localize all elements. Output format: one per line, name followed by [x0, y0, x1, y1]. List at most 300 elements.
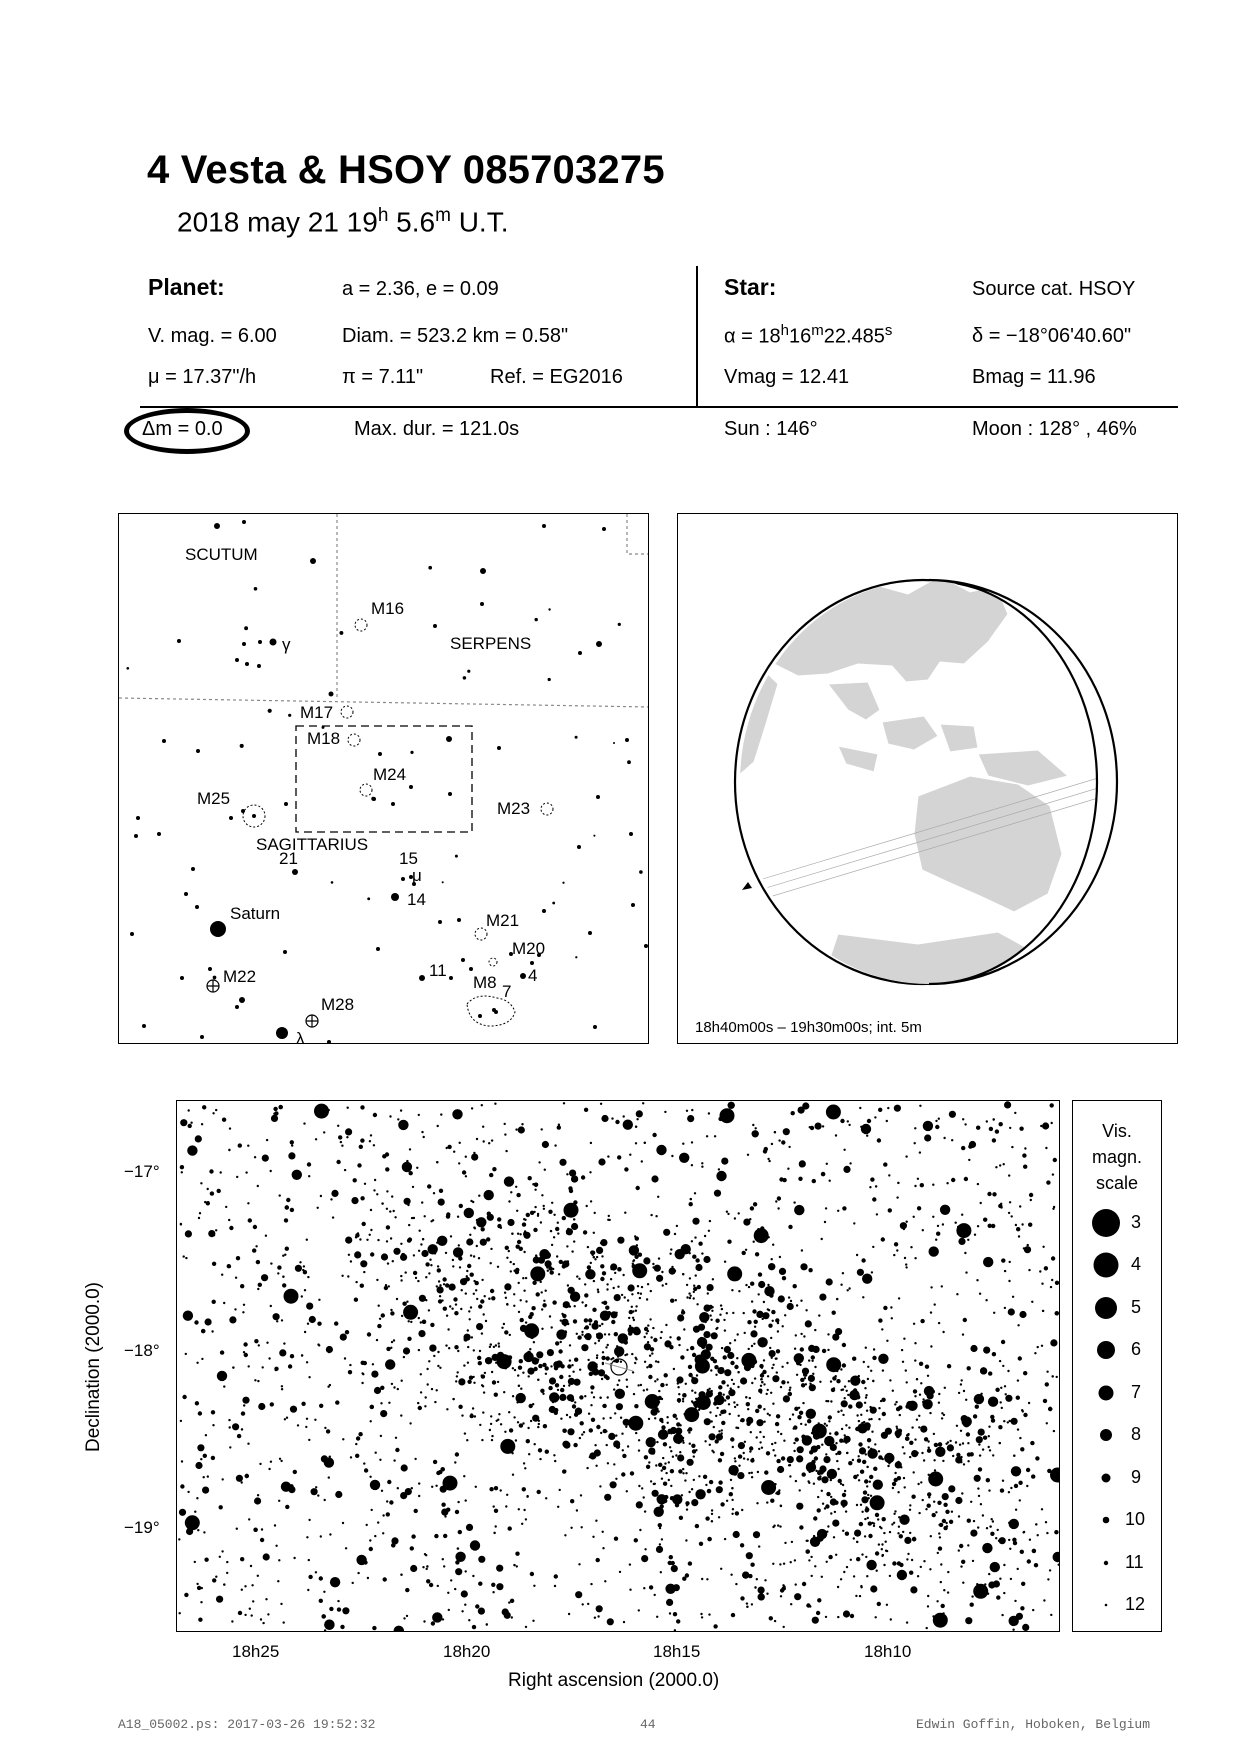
field-star	[602, 1404, 606, 1408]
field-star	[993, 1312, 995, 1314]
field-star	[806, 1540, 808, 1542]
finder-star	[409, 785, 413, 789]
field-star	[434, 1401, 436, 1403]
field-star	[418, 1482, 420, 1484]
field-star	[813, 1516, 817, 1520]
field-star	[241, 1481, 243, 1483]
label-star-15: 15	[399, 849, 418, 868]
field-star	[1003, 1163, 1005, 1165]
field-star	[982, 1448, 984, 1450]
field-star	[439, 1367, 441, 1369]
field-star	[919, 1151, 921, 1153]
field-star	[988, 1397, 998, 1407]
field-star	[470, 1273, 474, 1277]
field-star	[927, 1492, 931, 1496]
field-star	[385, 1167, 389, 1171]
field-star	[771, 1367, 773, 1369]
field-star	[842, 1206, 846, 1210]
field-star	[326, 1429, 330, 1433]
field-star	[647, 1341, 649, 1343]
field-star	[562, 1314, 566, 1318]
field-star	[352, 1582, 354, 1584]
field-star	[935, 1120, 937, 1122]
field-star	[865, 1396, 867, 1398]
field-star	[691, 1164, 693, 1166]
field-star	[894, 1478, 898, 1482]
field-star	[523, 1231, 527, 1235]
field-star	[760, 1385, 762, 1387]
field-star	[397, 1487, 399, 1489]
field-star	[990, 1532, 994, 1536]
field-star	[691, 1240, 693, 1242]
field-star	[390, 1237, 392, 1239]
field-star	[770, 1337, 772, 1339]
field-star	[769, 1347, 771, 1349]
field-star	[324, 1427, 326, 1429]
field-star	[825, 1400, 827, 1402]
field-star	[1019, 1437, 1021, 1439]
field-star	[437, 1268, 441, 1272]
legend-dot-mag-10	[1103, 1517, 1110, 1524]
field-star	[741, 1509, 743, 1511]
field-star	[1020, 1550, 1024, 1554]
field-star	[559, 1394, 566, 1401]
field-star	[579, 1369, 581, 1371]
field-star	[483, 1313, 485, 1315]
field-star	[553, 1214, 555, 1216]
field-star	[400, 1275, 402, 1277]
field-star	[856, 1414, 858, 1416]
field-star	[874, 1116, 876, 1118]
field-star	[1041, 1345, 1043, 1347]
field-star	[886, 1604, 888, 1606]
field-star	[472, 1575, 474, 1577]
field-star	[385, 1284, 387, 1286]
field-star	[734, 1339, 736, 1341]
field-star	[1000, 1203, 1002, 1205]
field-star	[610, 1481, 617, 1488]
field-star	[469, 1318, 471, 1320]
field-star	[467, 1264, 471, 1268]
field-star	[905, 1437, 909, 1441]
field-star	[538, 1448, 542, 1452]
field-star	[437, 1365, 439, 1367]
field-star	[1053, 1158, 1057, 1162]
field-star	[673, 1414, 677, 1418]
field-star	[498, 1413, 500, 1415]
field-star	[965, 1399, 967, 1401]
field-star	[856, 1557, 860, 1561]
field-star	[569, 1344, 571, 1346]
field-star	[1034, 1352, 1036, 1354]
field-star	[236, 1176, 238, 1178]
finder-star	[455, 855, 458, 858]
field-star	[778, 1489, 780, 1491]
field-star	[373, 1144, 375, 1146]
field-star	[519, 1233, 521, 1235]
field-star	[914, 1395, 916, 1397]
field-star	[853, 1222, 855, 1224]
field-star	[830, 1444, 837, 1451]
field-star	[518, 1311, 520, 1313]
field-star	[212, 1262, 216, 1266]
field-star	[697, 1286, 699, 1288]
finder-star	[376, 947, 380, 951]
field-star	[960, 1383, 962, 1385]
field-star	[712, 1437, 714, 1439]
field-star	[557, 1506, 559, 1508]
field-star	[518, 1126, 525, 1133]
field-star	[963, 1318, 967, 1322]
field-star	[761, 1480, 776, 1495]
field-star	[951, 1178, 955, 1182]
field-star	[400, 1254, 407, 1261]
field-star	[318, 1299, 320, 1301]
field-star	[811, 1355, 815, 1359]
field-star	[682, 1442, 684, 1444]
field-star	[483, 1391, 485, 1393]
field-star	[873, 1497, 875, 1499]
field-star	[757, 1228, 759, 1230]
field-star	[332, 1216, 334, 1218]
field-star	[1003, 1592, 1005, 1594]
field-star	[244, 1585, 246, 1587]
field-star	[290, 1406, 297, 1413]
field-star	[285, 1247, 289, 1251]
field-star	[882, 1500, 884, 1502]
field-star	[753, 1531, 760, 1538]
field-star	[656, 1616, 658, 1618]
field-star	[393, 1248, 400, 1255]
field-star	[628, 1284, 635, 1291]
field-star	[837, 1468, 839, 1470]
field-star	[771, 1310, 775, 1314]
field-star	[330, 1577, 340, 1587]
field-star	[553, 1236, 555, 1238]
field-star	[517, 1421, 519, 1423]
field-star	[244, 1614, 246, 1616]
finder-star	[310, 558, 316, 564]
field-star	[649, 1355, 651, 1357]
field-star	[393, 1386, 395, 1388]
field-star	[581, 1334, 583, 1336]
field-star	[670, 1299, 674, 1303]
field-star	[864, 1422, 871, 1429]
field-star	[467, 1346, 469, 1348]
field-star	[1042, 1122, 1049, 1129]
field-star	[822, 1503, 824, 1505]
field-star	[911, 1559, 913, 1561]
field-star	[869, 1186, 871, 1188]
field-star	[764, 1470, 768, 1474]
field-star	[629, 1245, 639, 1255]
field-star	[1000, 1488, 1004, 1492]
field-star	[248, 1518, 250, 1520]
field-star	[654, 1417, 656, 1419]
field-star	[627, 1445, 629, 1447]
field-star	[935, 1511, 937, 1513]
field-star	[867, 1378, 869, 1380]
field-star	[669, 1253, 671, 1255]
field-star	[708, 1230, 710, 1232]
field-star	[844, 1490, 846, 1492]
field-star	[464, 1208, 474, 1218]
field-star	[584, 1327, 586, 1329]
field-star	[860, 1504, 862, 1506]
finder-star	[552, 902, 555, 905]
field-star	[531, 1306, 535, 1310]
field-star	[254, 1379, 256, 1381]
field-star	[443, 1307, 447, 1311]
m20-marker	[489, 958, 497, 966]
field-star	[695, 1449, 697, 1451]
field-star	[700, 1316, 707, 1323]
field-star	[761, 1447, 763, 1449]
field-star	[226, 1561, 228, 1563]
field-star	[400, 1574, 402, 1576]
field-star	[906, 1558, 908, 1560]
field-star	[711, 1450, 713, 1452]
field-star	[708, 1613, 710, 1615]
field-star	[445, 1283, 449, 1287]
field-star	[562, 1216, 566, 1220]
legend-mag-label: 4	[1131, 1254, 1142, 1274]
field-star	[809, 1384, 816, 1391]
field-star	[238, 1145, 240, 1147]
field-star	[522, 1422, 524, 1424]
field-star	[468, 1310, 470, 1312]
finder-star	[578, 651, 582, 655]
field-star	[452, 1398, 454, 1400]
field-star	[939, 1523, 943, 1527]
field-star	[794, 1353, 804, 1363]
field-star	[660, 1337, 662, 1339]
field-star	[1029, 1539, 1031, 1541]
field-star	[929, 1568, 931, 1570]
field-star	[241, 1411, 245, 1415]
field-star	[180, 1223, 182, 1225]
field-star	[828, 1555, 832, 1559]
field-star	[404, 1198, 411, 1205]
field-star	[906, 1381, 908, 1383]
field-star	[777, 1466, 784, 1473]
field-star	[443, 1534, 447, 1538]
field-star	[475, 1604, 479, 1608]
field-star	[592, 1323, 599, 1330]
field-star	[731, 1487, 733, 1489]
field-star	[896, 1428, 898, 1430]
finder-star	[480, 568, 486, 574]
field-star	[522, 1372, 524, 1374]
field-star	[721, 1380, 725, 1384]
field-star	[355, 1454, 359, 1458]
field-star	[219, 1505, 223, 1509]
field-star	[609, 1417, 611, 1419]
field-star	[987, 1593, 989, 1595]
field-star	[691, 1499, 698, 1506]
field-star	[476, 1323, 483, 1330]
field-star	[651, 1352, 653, 1354]
field-star	[490, 1415, 492, 1417]
field-star	[790, 1603, 792, 1605]
field-star	[526, 1213, 530, 1217]
field-star	[307, 1589, 309, 1591]
field-star	[450, 1235, 452, 1237]
label-gamma: γ	[282, 635, 291, 654]
field-star	[800, 1300, 802, 1302]
field-star	[878, 1318, 882, 1322]
field-star	[541, 1128, 543, 1130]
field-star	[677, 1382, 679, 1384]
field-star	[693, 1285, 695, 1287]
field-star	[901, 1349, 903, 1351]
field-star	[406, 1301, 408, 1303]
field-star	[495, 1344, 497, 1346]
field-star	[826, 1278, 833, 1285]
field-star	[400, 1492, 407, 1499]
field-star	[425, 1262, 429, 1266]
field-star	[1018, 1235, 1020, 1237]
field-star	[309, 1316, 316, 1323]
field-star	[484, 1372, 486, 1374]
field-star	[564, 1203, 579, 1218]
field-star	[538, 1364, 542, 1368]
field-star	[410, 1565, 417, 1572]
field-star	[788, 1225, 792, 1229]
field-star	[250, 1565, 252, 1567]
field-star	[440, 1113, 442, 1115]
x-tick-label: 18h10	[864, 1642, 912, 1661]
field-star	[656, 1546, 663, 1553]
field-star	[212, 1300, 216, 1304]
field-star	[826, 1357, 841, 1372]
legend-dot-mag-12	[1105, 1604, 1108, 1607]
field-star	[517, 1374, 519, 1376]
finder-star	[625, 738, 629, 742]
field-star	[1052, 1208, 1054, 1210]
field-star	[780, 1505, 782, 1507]
field-star	[829, 1180, 831, 1182]
field-star	[391, 1341, 393, 1343]
field-star	[308, 1376, 310, 1378]
field-star	[671, 1561, 675, 1565]
field-star	[826, 1561, 828, 1563]
field-star	[187, 1491, 189, 1493]
field-star	[1019, 1127, 1023, 1131]
field-star	[684, 1413, 686, 1415]
field-star	[711, 1310, 713, 1312]
field-star	[271, 1115, 278, 1122]
field-star	[870, 1585, 877, 1592]
field-star	[947, 1444, 954, 1451]
field-star	[911, 1426, 913, 1428]
field-star	[390, 1311, 394, 1315]
field-star	[890, 1306, 892, 1308]
field-star	[243, 1304, 245, 1306]
field-star	[695, 1489, 705, 1499]
field-star	[551, 1202, 553, 1204]
field-star	[661, 1538, 663, 1540]
field-star	[241, 1428, 243, 1430]
field-star	[874, 1443, 876, 1445]
field-star	[875, 1185, 877, 1187]
field-star	[806, 1409, 816, 1419]
field-star	[284, 1218, 288, 1222]
field-star	[732, 1446, 734, 1448]
field-star	[935, 1125, 939, 1129]
field-star	[335, 1491, 342, 1498]
field-star	[505, 1297, 507, 1299]
field-star	[689, 1202, 693, 1206]
field-star	[696, 1395, 711, 1410]
field-star	[648, 1375, 652, 1379]
field-star	[939, 1536, 941, 1538]
field-star	[892, 1487, 894, 1489]
star-ra-h: h	[780, 322, 789, 339]
field-star	[559, 1260, 563, 1264]
field-star	[361, 1372, 363, 1374]
field-star	[858, 1420, 860, 1422]
field-star	[795, 1583, 797, 1585]
field-star	[844, 1434, 846, 1436]
finder-star	[195, 905, 199, 909]
field-star	[658, 1390, 660, 1392]
field-star	[547, 1349, 554, 1356]
field-star	[454, 1461, 456, 1463]
field-star	[391, 1195, 393, 1197]
field-star	[400, 1109, 402, 1111]
field-star	[821, 1238, 823, 1240]
field-star	[212, 1424, 214, 1426]
field-star	[671, 1155, 673, 1157]
finder-chart	[118, 513, 649, 1044]
field-star	[661, 1478, 663, 1480]
field-star	[606, 1288, 608, 1290]
field-star	[401, 1380, 403, 1382]
field-star	[937, 1225, 939, 1227]
field-star	[614, 1346, 624, 1356]
label-m25: M25	[197, 789, 231, 808]
field-star	[867, 1494, 869, 1496]
field-star	[805, 1320, 812, 1327]
field-star	[504, 1176, 514, 1186]
field-star	[678, 1393, 680, 1395]
field-star	[721, 1308, 723, 1310]
field-star	[749, 1450, 751, 1452]
field-star	[478, 1582, 482, 1586]
field-star	[596, 1354, 598, 1356]
field-star	[273, 1313, 280, 1320]
field-star	[801, 1383, 805, 1387]
field-star	[670, 1469, 674, 1473]
field-star	[220, 1171, 222, 1173]
field-star	[758, 1281, 765, 1288]
field-star	[850, 1559, 852, 1561]
field-star	[491, 1139, 493, 1141]
field-star	[586, 1467, 588, 1469]
field-star	[865, 1499, 867, 1501]
finder-star	[530, 961, 534, 965]
field-star	[777, 1330, 779, 1332]
field-star	[878, 1108, 882, 1112]
table-vertical-divider	[696, 266, 698, 406]
field-star	[691, 1377, 693, 1379]
field-star	[751, 1603, 753, 1605]
field-star	[567, 1428, 574, 1435]
field-star	[864, 1518, 866, 1520]
field-star	[817, 1508, 821, 1512]
field-star	[562, 1264, 566, 1268]
